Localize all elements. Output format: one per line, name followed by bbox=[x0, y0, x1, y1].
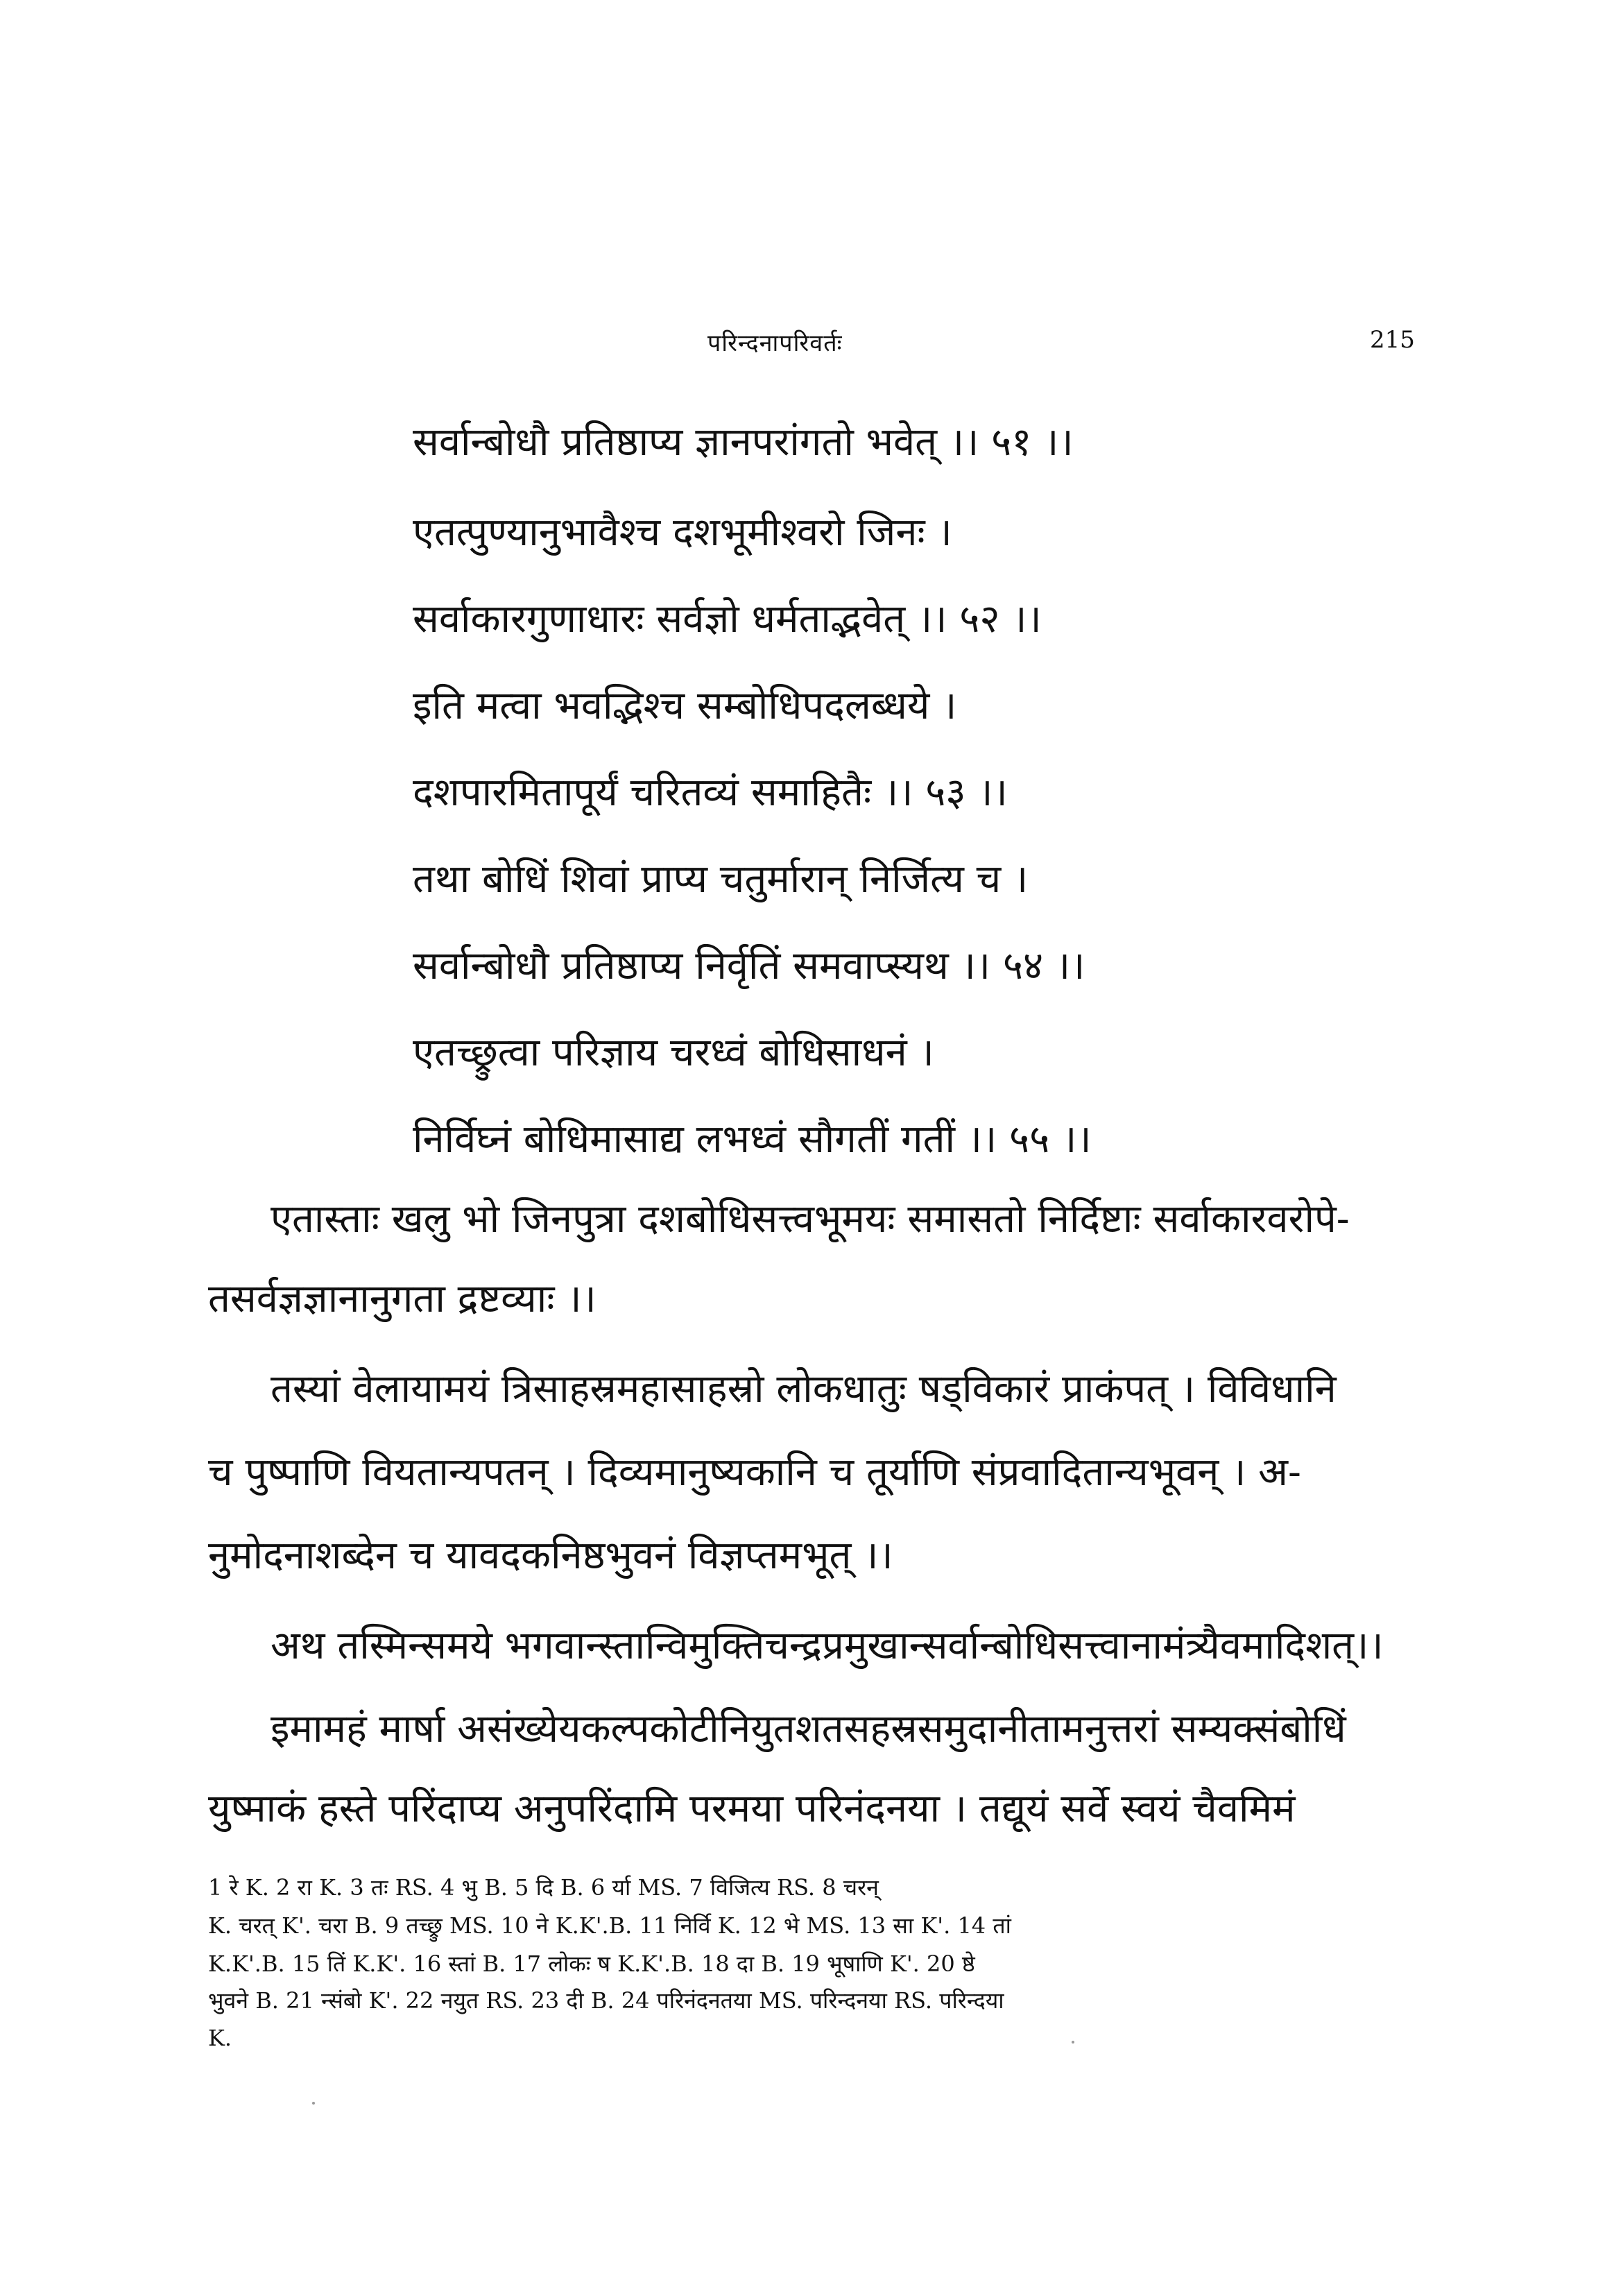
footnote-line: 1 रे K. 2 रा K. 3 तः RS. 4 भु B. 5 दि B. 6 र्या MS. 7 विजित्य RS. 8 चरन् bbox=[208, 1874, 879, 1901]
prose-line: च पुष्पाणि वियतान्यपतन् । दिव्यमानुष्यकानि च तूर्याणि संप्रवादितान्यभूवन् । अ- bbox=[208, 1450, 1301, 1495]
prose-line: इमामहं मार्षा असंख्येयकल्पकोटीनियुतशतसहस्रसमुदानीतामनुत्तरां सम्यक्संबोधिं bbox=[270, 1706, 1346, 1751]
verse-line: निर्विघ्नं बोधिमासाद्य लभध्वं सौगतीं गतीं ।। ५५ ।। bbox=[413, 1117, 1092, 1162]
prose-line: युष्माकं हस्ते परिंदाप्य अनुपरिंदामि परमया परिनंदनया । तद्यूयं सर्वे स्वयं चैवमिमं bbox=[208, 1786, 1296, 1831]
verse-line: एतच्छ्रुत्वा परिज्ञाय चरध्वं बोधिसाधनं । bbox=[413, 1030, 934, 1075]
prose-line: नुमोदनाशब्देन च यावदकनिष्ठभुवनं विज्ञप्तमभूत् ।। bbox=[208, 1533, 893, 1578]
footnote-line: K. चरत् K'. चरा B. 9 तच्छ्रु MS. 10 ने K.K'.B. 11 निर्वि K. 12 भे MS. 13 सा K'. 14 तां bbox=[208, 1912, 1011, 1939]
page-number: 215 bbox=[1370, 326, 1415, 354]
prose-line: तस्यां वेलायामयं त्रिसाहस्रमहासाहस्रो लोकधातुः षड्विकारं प्राकंपत् । विविधानि bbox=[270, 1367, 1337, 1412]
prose-line: अथ तस्मिन्समये भगवान्स्तान्विमुक्तिचन्द्रप्रमुखान्सर्वान्बोधिसत्त्वानामंत्र्यैवमादिशत्।। bbox=[270, 1623, 1384, 1668]
footnote-line: K.K'.B. 15 तिं K.K'. 16 स्तां B. 17 लोकः ष K.K'.B. 18 दा B. 19 भूषाणि K'. 20 ष्ठे bbox=[208, 1951, 975, 1977]
verse-line: इति मत्वा भवद्भिश्च सम्बोधिपदलब्धये । bbox=[413, 683, 957, 728]
verse-line: दशपारमितापूर्यं चरितव्यं समाहितैः ।। ५३ ।। bbox=[413, 770, 1008, 815]
speck bbox=[312, 2102, 315, 2105]
verse-line: सर्वान्बोधौ प्रतिष्ठाप्य ज्ञानपरांगतो भवेत् ।। ५१ ।। bbox=[413, 420, 1074, 465]
prose-line: एतास्ताः खलु भो जिनपुत्रा दशबोधिसत्त्वभूमयः समासतो निर्दिष्टाः सर्वाकारवरोपे- bbox=[270, 1197, 1350, 1242]
verse-line: सर्वाकारगुणाधारः सर्वज्ञो धर्मताद्भवेत् ।। ५२ ।। bbox=[413, 597, 1042, 642]
footnote-line: भुवने B. 21 न्संबो K'. 22 नयुत RS. 23 दी B. 24 परिनंदनतया MS. परिन्दनया RS. परिन्दया bbox=[208, 1987, 1004, 2014]
verse-line: एतत्पुण्यानुभावैश्च दशभूमीश्वरो जिनः । bbox=[413, 510, 952, 555]
verse-line: तथा बोधिं शिवां प्राप्य चतुर्मारान् निर्जित्य च । bbox=[413, 857, 1029, 902]
prose-line: तसर्वज्ञज्ञानानुगता द्रष्टव्याः ।। bbox=[208, 1276, 596, 1321]
speck bbox=[1072, 2041, 1074, 2044]
verse-line: सर्वान्बोधौ प्रतिष्ठाप्य निर्वृतिं समवाप्स्यथ ।। ५४ ।। bbox=[413, 943, 1085, 988]
footnote-line: K. bbox=[208, 2025, 232, 2051]
running-header-title: परिन्दनापरिवर्तः bbox=[707, 329, 843, 357]
